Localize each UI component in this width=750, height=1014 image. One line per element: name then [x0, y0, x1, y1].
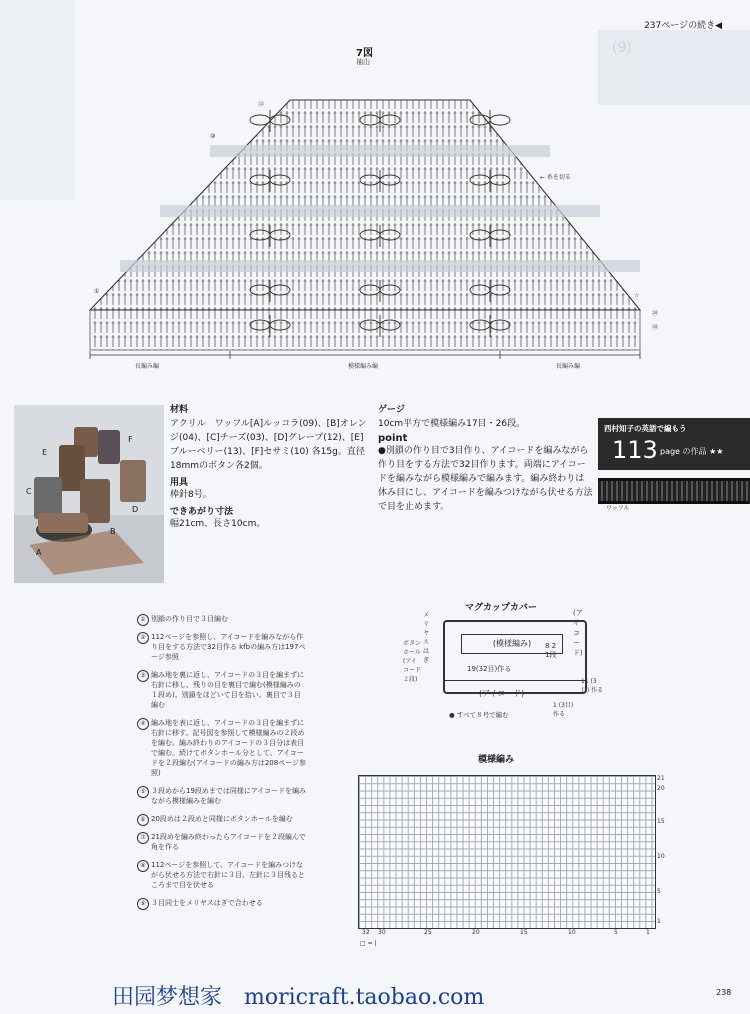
mug-cover-diagram [395, 598, 615, 738]
step-item [137, 786, 307, 806]
step-text: ３目同士をメリヤスはぎで合わせる [151, 899, 263, 907]
continued-label [644, 18, 722, 31]
mug-bottom-note: 1 (3目) 作る [553, 702, 574, 718]
photo-label-f: F [128, 435, 133, 444]
row-mark-10: ⑩ [210, 133, 216, 140]
size-text: 幅21cm、長さ10cm。 [170, 519, 266, 529]
mug-width-label: 19(32目)作る [467, 665, 512, 673]
step-number: ⑥ [137, 814, 149, 826]
step-item [137, 670, 307, 710]
step-item [137, 860, 307, 890]
chart-row-1: 1 [657, 918, 661, 925]
mug-pattern-box: (模様編み) [461, 634, 563, 654]
photo-label-b: B [110, 527, 116, 536]
step-number: ⑨ [137, 898, 149, 910]
photo-label-e: E [42, 448, 48, 457]
chart-row-5: 5 [657, 888, 661, 895]
step-item [137, 632, 307, 662]
series-page-number: 113 [612, 436, 658, 464]
yarn-swatch [598, 478, 750, 504]
product-photo [14, 405, 164, 583]
chart-col-30: 30 [378, 929, 386, 936]
gauge-title: ゲージ [378, 405, 405, 415]
mug-graft-label: メリヤスはぎ [423, 612, 430, 664]
page-number: 238 [716, 988, 732, 997]
pattern-chart-title: 模様編み [478, 755, 515, 765]
point-title: point [378, 433, 408, 444]
step-item [137, 614, 307, 624]
materials-title: 材料 [170, 405, 189, 415]
chart-legend: □ = | [360, 940, 377, 947]
mug-icord-right: (アイコード) [573, 609, 583, 657]
series-title: 西村知子の英語で編もう [604, 424, 687, 433]
mug-buttonhole-label: ボタンホール (アイコード２段) [403, 640, 422, 683]
step-text: 別鎖の作り目で３目編む [151, 615, 228, 623]
chart-row-21: 21 [657, 775, 665, 782]
step-text: 112ページを参照し、アイコードを編みながら作り目をする方法で32目作る kfbの編み方は197ページ参照 [151, 633, 306, 661]
steps-list [137, 614, 307, 916]
row-mark-20b: ⑳ [652, 324, 659, 331]
mug-icord-bottom: (アイコード) [479, 689, 525, 698]
step-text: 20段めは２段めと同様にボタンホールを編む [151, 815, 293, 823]
chart-col-10: 10 [568, 929, 576, 936]
sleeve-cap-chart [80, 40, 680, 370]
gauge-section [378, 402, 593, 514]
ghost-panel-left [0, 0, 75, 200]
diagram-7 [80, 40, 680, 370]
corner-code: (9) [612, 40, 632, 56]
photo-label-d: D [132, 505, 139, 514]
materials-text: アクリル ワッフル[A]ルッコラ(09)、[B]オレンジ(04)、[C]チーズ(03)、[D]グレープ(12)、[E]ブルーベリー(13)、[F]セサミ(10) 各15g。直径18mmのボタン各2個。 [170, 419, 367, 471]
step-text: 編み地を裏に返し、アイコードの３目を編まずに右針に移し、残りの目を裏目で編む(模様編みの１段め)。別鎖をほどいて目を拾い、裏目で３目編む [151, 671, 305, 709]
materials-section [170, 402, 370, 531]
pattern-chart-grid [358, 775, 656, 929]
gauge-text: 10cm平方で模様編み17目・26段。 [378, 419, 526, 429]
watermark: 田园梦想家 moricraft.taobao.com [112, 985, 485, 1010]
row-mark-star: ☆ [634, 292, 640, 299]
point-text: ●別鎖の作り目で3目作り、アイコードを編みながら作り目をする方法で32目作ります。両端にアイコードを編みながら模様編みで編みます。編み終わりは休み目にし、アイコードを編みつけながら伏せる方法で目を止めます。 [378, 446, 593, 512]
step-text: 編み地を表に返し、アイコードの３目を編まずに右針に移す。記号図を参照して模様編みの２段めを編む。編み終わりのアイコードの３目分は表目で編む。続けてボタンホール分として、アイコードを２段編む(アイコードの編み方は208ページ参照) [151, 719, 307, 777]
photo-label-c: C [26, 487, 32, 496]
row-mark-20a: ⑳ [652, 310, 659, 317]
bottom-label-left: 長編み編 [135, 363, 160, 370]
mug-cover-outline [443, 620, 587, 694]
chart-col-1: 1 [646, 929, 650, 936]
bottom-label-center: 模様編み編 [348, 363, 379, 370]
size-title: できあがり寸法 [170, 507, 234, 517]
mug-icord-line [445, 680, 585, 681]
continued-text: 237ページの続き [644, 21, 716, 31]
triangle-left-icon: ◀ [715, 21, 722, 31]
chart-row-15: 15 [657, 818, 665, 825]
photo-label-a: A [36, 548, 42, 557]
diagram-7-subtitle: 袖山 [356, 58, 370, 66]
step-number: ③ [137, 670, 149, 682]
mug-height-label: 8 21段 [545, 642, 557, 659]
swatch-label: ワッフル [606, 505, 630, 512]
step-number: ② [137, 632, 149, 644]
step-number: ⑦ [137, 832, 149, 844]
step-number: ① [137, 614, 149, 626]
step-text: 21段めを編み終わったらアイコードを２段編んで角を作る [151, 833, 306, 851]
bottom-label-right: 長編み編 [556, 363, 581, 370]
step-number: ④ [137, 718, 149, 730]
tools-title: 用具 [170, 478, 189, 488]
chart-col-32: 32 [362, 929, 370, 936]
row-mark-1: ① [94, 288, 100, 295]
step-item [137, 718, 307, 778]
diagram-7-title: 7図 [356, 48, 373, 59]
chart-row-20: 20 [657, 785, 665, 792]
step-item [137, 814, 307, 824]
chart-col-15: 15 [520, 929, 528, 936]
mug-rows-note: 11 (3目) 作る [581, 678, 604, 694]
tools-text: 棒針8号。 [170, 490, 212, 500]
step-text: 112ページを参照して、アイコードを編みつけながら伏せる方法で右針に３目、左針に３目残るところまで目を伏せる [151, 861, 305, 889]
cut-thread-label: ← 糸を切る [540, 174, 571, 181]
mug-diagram-title: マグカップカバー [465, 603, 537, 613]
chart-col-20: 20 [472, 929, 480, 936]
step-item [137, 898, 307, 908]
mug-needle-note: ● すべて８号で編む [449, 711, 509, 719]
chart-col-25: 25 [424, 929, 432, 936]
step-item [137, 832, 307, 852]
step-number: ⑧ [137, 860, 149, 872]
chart-col-5: 5 [614, 929, 618, 936]
series-badge [598, 418, 750, 470]
chart-row-10: 10 [657, 853, 665, 860]
step-number: ⑤ [137, 786, 149, 798]
row-mark-12: ⑫ [258, 101, 265, 108]
series-page-label: page の作品 ★★ [660, 447, 724, 456]
step-text: ３段めから19段めまでは同様にアイコードを編みながら模様編みを編む [151, 787, 306, 805]
